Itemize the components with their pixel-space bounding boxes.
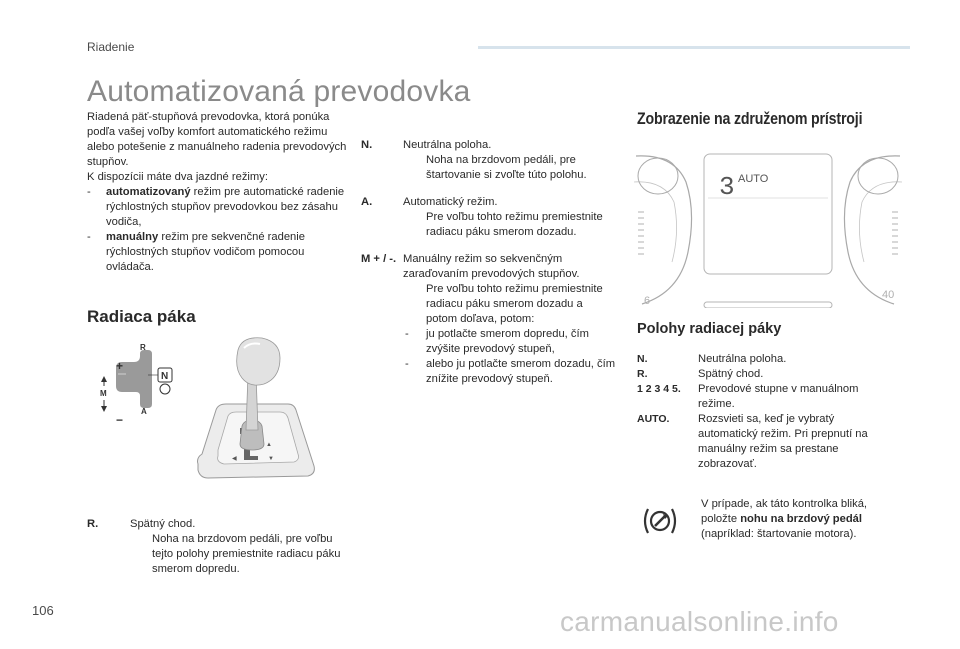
reverse-key: R.	[87, 518, 99, 530]
mode-a	[361, 195, 616, 240]
intro-paragraph: Riadená päť-stupňová prevodovka, ktorá ponúka podľa vašej voľby komfort automatického režimu alebo potešenie z manuálneho radenia prevodových stupňov.	[87, 111, 347, 168]
warning-sub	[676, 497, 891, 542]
reverse-sub-text: Noha na brzdovom pedáli, pre voľbu tejto polohy premiestnite radiacu páku smerom dopredu.	[152, 533, 341, 575]
position-key: N.	[637, 353, 648, 365]
console-marks: ◀	[232, 456, 237, 462]
position-text: Spätný chod.	[698, 368, 764, 380]
mode-definitions	[361, 138, 616, 399]
gear-indicator: 3	[719, 172, 735, 202]
console-marks: ▲	[266, 442, 272, 448]
mode-sub	[403, 282, 616, 327]
mode-sub	[403, 210, 616, 240]
warning-bold: nohu na brzdový pedál	[740, 513, 863, 525]
position-text: Rozsvieti sa, keď je vybratý automatický režim. Pri prepnutí na manuálny režim sa prestane zobrazovať.	[698, 413, 868, 470]
positions-heading: Polohy radiacej páky	[637, 321, 782, 337]
gear-gate-diagram	[96, 340, 182, 430]
intro-modes-line: K dispozícii máte dva jazdné režimy:	[87, 171, 268, 183]
auto-indicator: AUTO	[738, 173, 769, 185]
lever-knob	[237, 338, 280, 385]
bullet-automatic	[87, 185, 347, 230]
console-marks: ▼	[268, 456, 274, 462]
lever-heading: Radiaca páka	[87, 307, 196, 326]
gate-m-label: M	[100, 389, 107, 398]
arrow-up-icon	[101, 376, 107, 382]
bullet-dash: -	[87, 186, 91, 198]
position-auto	[637, 412, 887, 472]
bullet-manual	[87, 230, 347, 275]
mode-m	[361, 252, 616, 387]
mode-sub-text: ju potlačte smerom dopredu, čím zvýšite prevodový stupeň,	[426, 328, 589, 355]
header-bar	[478, 46, 910, 49]
bullet-bold: manuálny	[106, 231, 159, 243]
bullet-text: režim pre sekvenčné radenie rýchlostných stupňov vodičom pomocou ovládača.	[106, 231, 305, 273]
mode-text: Neutrálna poloha.	[403, 139, 492, 151]
position-gears	[637, 382, 887, 412]
gate-a-label: A	[141, 407, 147, 416]
gate-r-label: R	[140, 343, 146, 352]
page-number: 106	[32, 603, 54, 618]
warning-text-after: (napríklad: štartovanie motora).	[701, 528, 857, 540]
left-dial-number: 6	[644, 295, 651, 307]
bullet-bold: automatizovaný	[106, 186, 191, 198]
mode-text: Manuálny režim so sekvenčným zaraďovaním prevodových stupňov.	[403, 253, 580, 280]
intro-text	[87, 110, 347, 275]
brake-warning-note	[676, 497, 891, 542]
position-r	[637, 367, 887, 382]
position-key: AUTO.	[637, 413, 670, 425]
gate-plus-label: +	[116, 359, 124, 373]
right-dial-number: 40	[882, 289, 895, 301]
dash-marker: -	[405, 328, 409, 340]
arrow-down-icon	[101, 406, 107, 412]
mode-sub	[403, 357, 616, 387]
display-heading: Zobrazenie na združenom prístroji	[637, 110, 863, 128]
mode-key: A.	[361, 196, 373, 208]
position-text: Prevodové stupne v manuálnom režime.	[698, 383, 859, 410]
position-text: Neutrálna poloha.	[698, 353, 787, 365]
mode-sub-text: Noha na brzdovom pedáli, pre štartovanie si zvoľte túto polohu.	[426, 154, 587, 181]
position-key: R.	[637, 368, 648, 380]
mode-sub-text: Pre voľbu tohto režimu premiestnite radiacu páku smerom dozadu.	[426, 211, 603, 238]
watermark: carmanualsonline.info	[560, 606, 839, 637]
reverse-sub	[130, 532, 347, 577]
warning-text-before: V prípade, ak táto kontrolka bliká, položte	[701, 498, 868, 525]
page-title: Automatizovaná prevodovka	[87, 75, 471, 108]
mode-sub-text: Pre voľbu tohto režimu premiestnite radiacu páku smerom dozadu a potom doľava, potom:	[426, 283, 603, 325]
brake-pedal-icon	[160, 384, 170, 394]
mode-sub-text: alebo ju potlačte smerom dozadu, čím znížite prevodový stupeň.	[426, 358, 616, 385]
reverse-text: Spätný chod.	[130, 518, 196, 530]
mode-sub	[403, 153, 616, 183]
instrument-cluster-illustration	[634, 152, 902, 308]
mode-sub	[403, 327, 616, 357]
position-n	[637, 352, 887, 367]
section-label: Riadenie	[87, 40, 135, 54]
dash-marker: -	[405, 358, 409, 370]
mode-key: N.	[361, 139, 373, 151]
position-key: 1 2 3 4 5.	[637, 383, 681, 395]
reverse-definition	[87, 517, 347, 577]
gear-lever-illustration	[192, 334, 318, 490]
brake-warning-icon	[641, 505, 679, 537]
mode-text: Automatický režim.	[403, 196, 498, 208]
gate-minus-label: −	[116, 413, 124, 427]
bullet-dash: -	[87, 231, 91, 243]
bullet-text: režim pre automatické radenie rýchlostných stupňov prevodovkou bez zásahu vodiča,	[106, 186, 345, 228]
mode-key: M + / -.	[361, 253, 397, 265]
mode-n	[361, 138, 616, 183]
gate-n-label: N	[161, 371, 169, 382]
position-definitions	[637, 352, 887, 472]
